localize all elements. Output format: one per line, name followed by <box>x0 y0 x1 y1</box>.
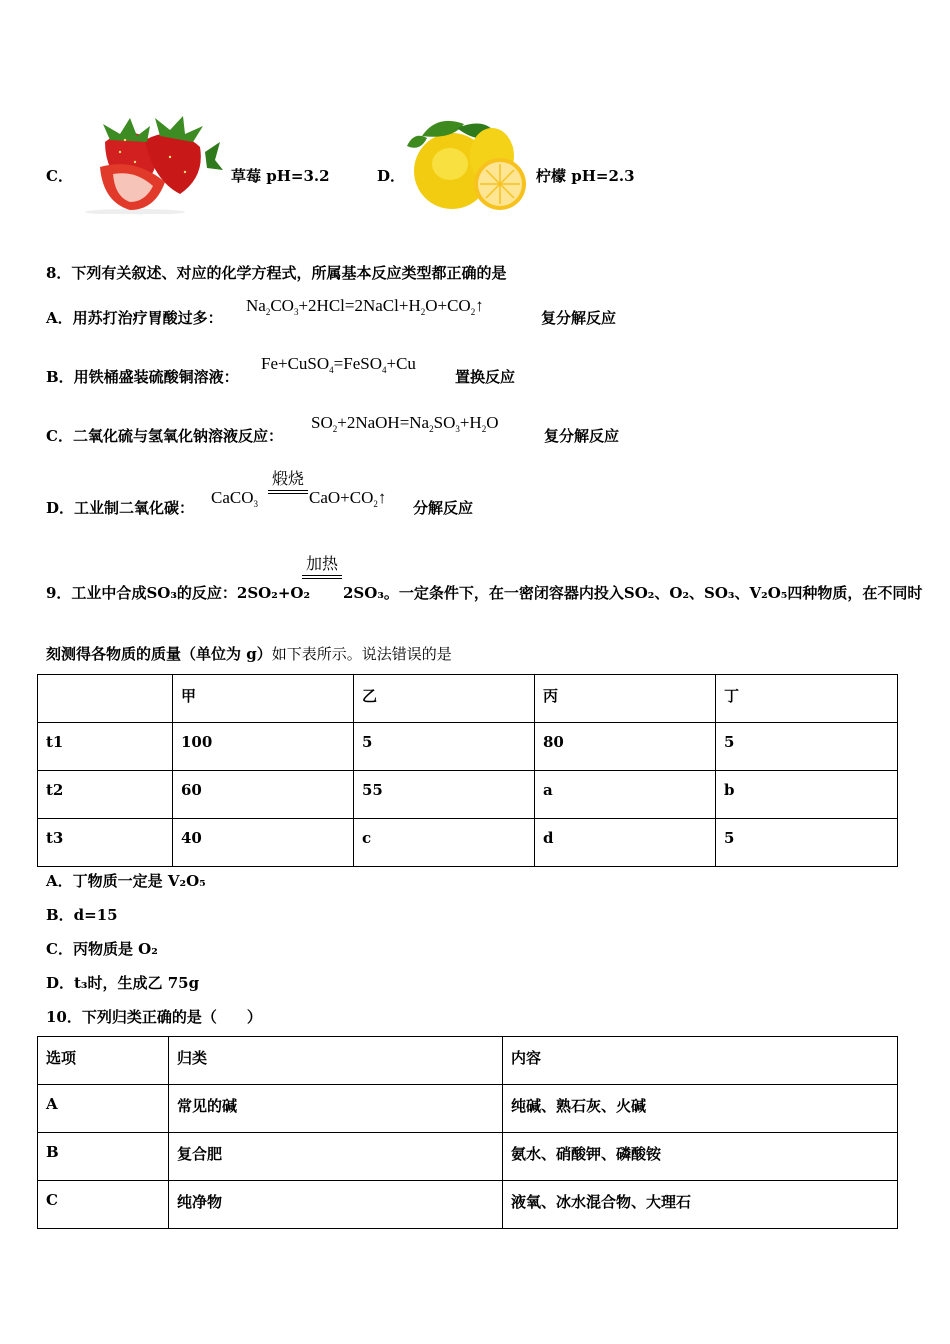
table-row <box>38 723 898 771</box>
q8-option-c-type: 复分解反应 <box>544 427 620 445</box>
table-cell: d <box>535 819 716 867</box>
q10-header-cell: 内容 <box>503 1037 898 1085</box>
table-row <box>38 1085 898 1133</box>
table-cell: t3 <box>38 819 173 867</box>
table-row <box>38 1181 898 1229</box>
table-cell: 60 <box>173 771 354 819</box>
q9-condition <box>302 557 342 579</box>
q8-option-a-equation: $Na_2CO_3+2HCl=2NaCl+H_2O+CO_2↑$ <box>246 296 484 317</box>
q8-option-d-reactant: CaCO$_3$ <box>211 488 258 509</box>
table-cell: 氨水、硝酸钾、磷酸铵 <box>503 1133 898 1181</box>
q10-table <box>37 1036 898 1229</box>
q9-stem-line2-normal: 如下表所示。说法错误的是 <box>271 645 452 663</box>
q8-option-c-prefix: C．二氧化硫与氢氧化钠溶液反应： <box>46 427 283 445</box>
q8-option-a-prefix: A．用苏打治疗胃酸过多： <box>46 309 223 327</box>
table-row <box>38 819 898 867</box>
table-row <box>38 771 898 819</box>
q9-condition-text: 加热 <box>305 556 338 573</box>
q10-header-cell: 归类 <box>169 1037 503 1085</box>
lemon-icon <box>402 116 532 216</box>
q9-option-b: B．d=15 <box>46 906 118 924</box>
table-cell: B <box>38 1133 169 1181</box>
table-row <box>38 1133 898 1181</box>
q9-stem-part2: 2SO₃。一定条件下，在一密闭容器内投入SO₂、O₂、SO₃、V₂O₅四种物质，在不同时 <box>343 584 923 602</box>
q9-header-cell: 丙 <box>535 675 716 723</box>
option-d-label: 柠檬 pH=2.3 <box>536 167 635 185</box>
q10-table-header-row <box>38 1037 898 1085</box>
q8-option-d-type: 分解反应 <box>413 499 474 517</box>
q9-condition-arrow <box>302 575 342 579</box>
q9-table-header-row <box>38 675 898 723</box>
q9-table <box>37 674 898 867</box>
table-cell: 5 <box>716 723 898 771</box>
q8-option-d-products: $CaO+CO_2↑$ <box>309 488 387 509</box>
table-cell: A <box>38 1085 169 1133</box>
table-cell: C <box>38 1181 169 1229</box>
table-cell: 55 <box>354 771 535 819</box>
strawberry-icon <box>75 112 225 214</box>
table-cell: t1 <box>38 723 173 771</box>
q8-condition-text: 煅烧 <box>271 471 304 488</box>
table-cell: a <box>535 771 716 819</box>
table-cell: 5 <box>716 819 898 867</box>
q9-stem-line2 <box>46 643 452 664</box>
q10-header-cell: 选项 <box>38 1037 169 1085</box>
q9-stem-part1: 9．工业中合成SO₃的反应：2SO₂+O₂ <box>46 584 311 602</box>
table-cell: 100 <box>173 723 354 771</box>
table-cell: t2 <box>38 771 173 819</box>
q9-option-a: A．丁物质一定是 V₂O₅ <box>46 872 206 890</box>
q8-option-d-prefix: D．工业制二氧化碳： <box>46 499 195 517</box>
table-cell: 纯净物 <box>169 1181 503 1229</box>
q8-option-d-condition <box>268 472 308 494</box>
q8-option-b-type: 置换反应 <box>455 368 516 386</box>
q8-option-b-prefix: B．用铁桶盛装硫酸铜溶液： <box>46 368 239 386</box>
q9-header-cell: 丁 <box>716 675 898 723</box>
q8-condition-arrow <box>268 490 308 494</box>
table-cell: b <box>716 771 898 819</box>
table-cell: c <box>354 819 535 867</box>
q10-stem: 10．下列归类正确的是（ ） <box>46 1008 262 1026</box>
table-cell: 纯碱、熟石灰、火碱 <box>503 1085 898 1133</box>
option-d-letter: D． <box>377 167 406 185</box>
table-cell: 复合肥 <box>169 1133 503 1181</box>
q9-option-d: D．t₃时，生成乙 75g <box>46 974 200 992</box>
table-cell: 液氧、冰水混合物、大理石 <box>503 1181 898 1229</box>
table-cell: 40 <box>173 819 354 867</box>
q8-option-c-equation: $SO_2+2NaOH=Na_2SO_3+H_2O$ <box>311 413 499 434</box>
q8-option-b-equation: Fe+CuSO$_4$=FeSO$_4$+Cu <box>261 354 416 375</box>
table-cell: 5 <box>354 723 535 771</box>
q9-header-cell <box>38 675 173 723</box>
table-cell: 80 <box>535 723 716 771</box>
q9-stem-line2-bold: 刻测得各物质的质量（单位为 g） <box>46 645 272 663</box>
q9-header-cell: 甲 <box>173 675 354 723</box>
q9-header-cell: 乙 <box>354 675 535 723</box>
q8-option-a-type: 复分解反应 <box>541 309 617 327</box>
q8-stem: 8．下列有关叙述、对应的化学方程式，所属基本反应类型都正确的是 <box>46 264 507 282</box>
q9-option-c: C．丙物质是 O₂ <box>46 940 158 958</box>
option-c-label: 草莓 pH=3.2 <box>231 167 330 185</box>
table-cell: 常见的碱 <box>169 1085 503 1133</box>
option-c-letter: C． <box>46 167 73 185</box>
